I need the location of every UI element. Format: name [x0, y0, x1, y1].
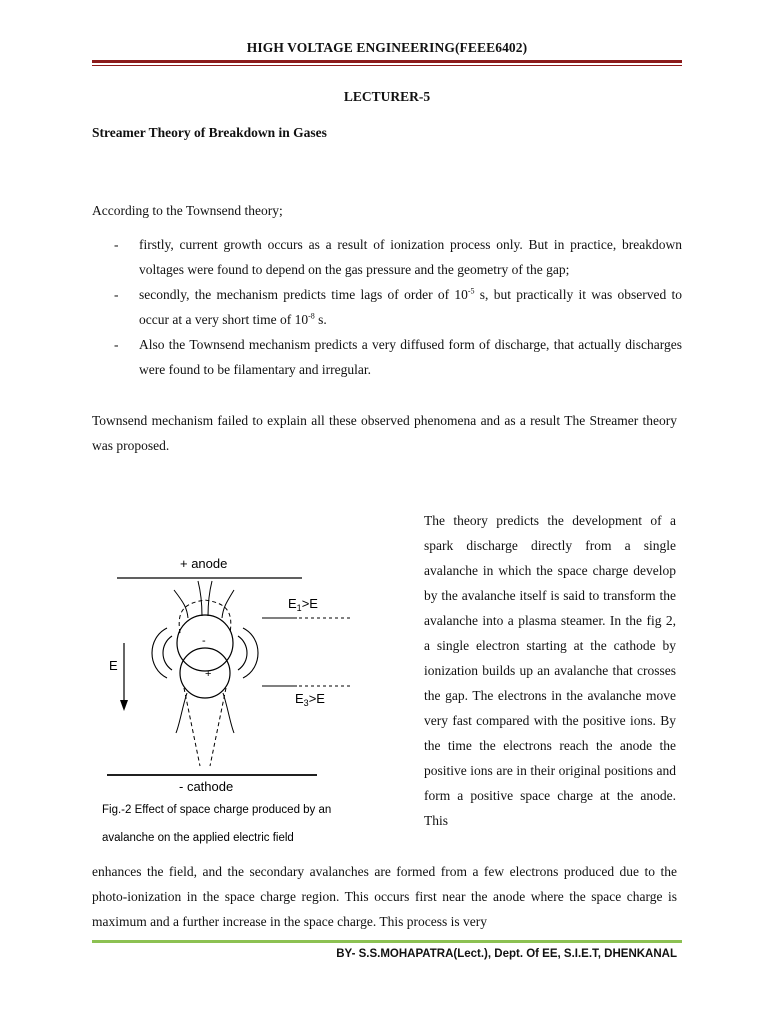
intro-text: According to the Townsend theory;: [92, 203, 283, 218]
minus-sign: -: [202, 635, 206, 647]
bullet-text: firstly, current growth occurs as a result of ionization process only. But in practice, breakdown voltages were found to depend on the gas pressure and the geometry of the gap;: [139, 237, 682, 277]
field-arrow-head: [120, 700, 128, 711]
conclusion-text: Townsend mechanism failed to explain all these observed phenomena and as a result The Streamer theory was proposed.: [92, 413, 677, 453]
right-column-text: The theory predicts the development of a spark discharge directly from a single avalanche in which the space charge develop by the avalanche itself is said to transform the avalanche into a plasma steamer. In the fig 2, a single electron starting at the cathode by ionization builds up an avalanche that crosses the gap. The electrons in the avalanche move very fast compared with the positive ions. By the time the electrons reach the anode the positive ions are in their original positions and form a positive space charge at the anode. This: [424, 513, 676, 828]
avalanche-head-outline: [179, 600, 231, 633]
header-rule-thin: [92, 65, 682, 66]
bullet-list: [92, 232, 682, 382]
e-label: E: [109, 658, 118, 673]
exponent: -5: [467, 286, 475, 296]
exponent: -8: [308, 311, 315, 321]
page-footer: BY- S.S.MOHAPATRA(Lect.), Dept. Of EE, S.I.E.T, DHENKANAL: [336, 948, 677, 960]
figure-caption-line2: avalanche on the applied electric field: [102, 832, 294, 844]
bullet-text-pre: secondly, the mechanism predicts time lags of order of 10: [139, 287, 468, 302]
field-line: [198, 581, 202, 616]
field-line: [208, 581, 212, 616]
anode-label: + anode: [180, 556, 228, 571]
bullet-marker: -: [114, 287, 119, 302]
cathode-label: - cathode: [179, 779, 234, 794]
field-line: [176, 693, 187, 733]
field-arc-right-inner: [238, 636, 247, 670]
plus-sign: +: [205, 668, 212, 680]
bullet-marker: -: [114, 337, 119, 352]
e3-label: $E_3>E$: [295, 691, 325, 708]
space-charge-figure: [92, 548, 412, 848]
bullet-item: [92, 232, 682, 282]
field-arc-right-outer: [243, 628, 258, 678]
avalanche-tail-left: [184, 688, 200, 766]
bullet-text-mid: s, but practically it was observed to occur at a very short time of 10: [139, 287, 683, 327]
page-header: HIGH VOLTAGE ENGINEERING(FEEE6402): [246, 40, 528, 55]
field-line: [223, 693, 234, 733]
header-rule-thick: [92, 60, 682, 63]
bullet-marker: -: [114, 237, 119, 252]
field-arc-left-inner: [163, 636, 172, 670]
figure-caption-line1: Fig.-2 Effect of space charge produced by an: [102, 804, 332, 816]
footer-rule: [92, 940, 682, 943]
bullet-item: [92, 332, 682, 382]
bullet-text: Also the Townsend mechanism predicts a very diffused form of discharge, that actually discharges were found to be filamentary and irregular.: [139, 337, 682, 377]
field-arc-left-outer: [152, 628, 167, 678]
figure-svg: [92, 548, 412, 848]
lecture-number: LECTURER-5: [343, 89, 431, 104]
bullet-text-post: s.: [314, 312, 327, 327]
field-line: [174, 590, 188, 618]
section-title: Streamer Theory of Breakdown in Gases: [92, 125, 327, 140]
bullet-item: [92, 282, 682, 332]
field-line: [222, 590, 234, 618]
avalanche-tail-right: [210, 688, 226, 766]
bottom-text: enhances the field, and the secondary avalanches are formed from a few electrons produced due to the photo-ionization in the space charge region. This occurs first near the anode where the space charge is maximum and a further increase in the space charge. This process is very: [92, 864, 677, 929]
e1-label: $E_1>E$: [288, 596, 318, 613]
